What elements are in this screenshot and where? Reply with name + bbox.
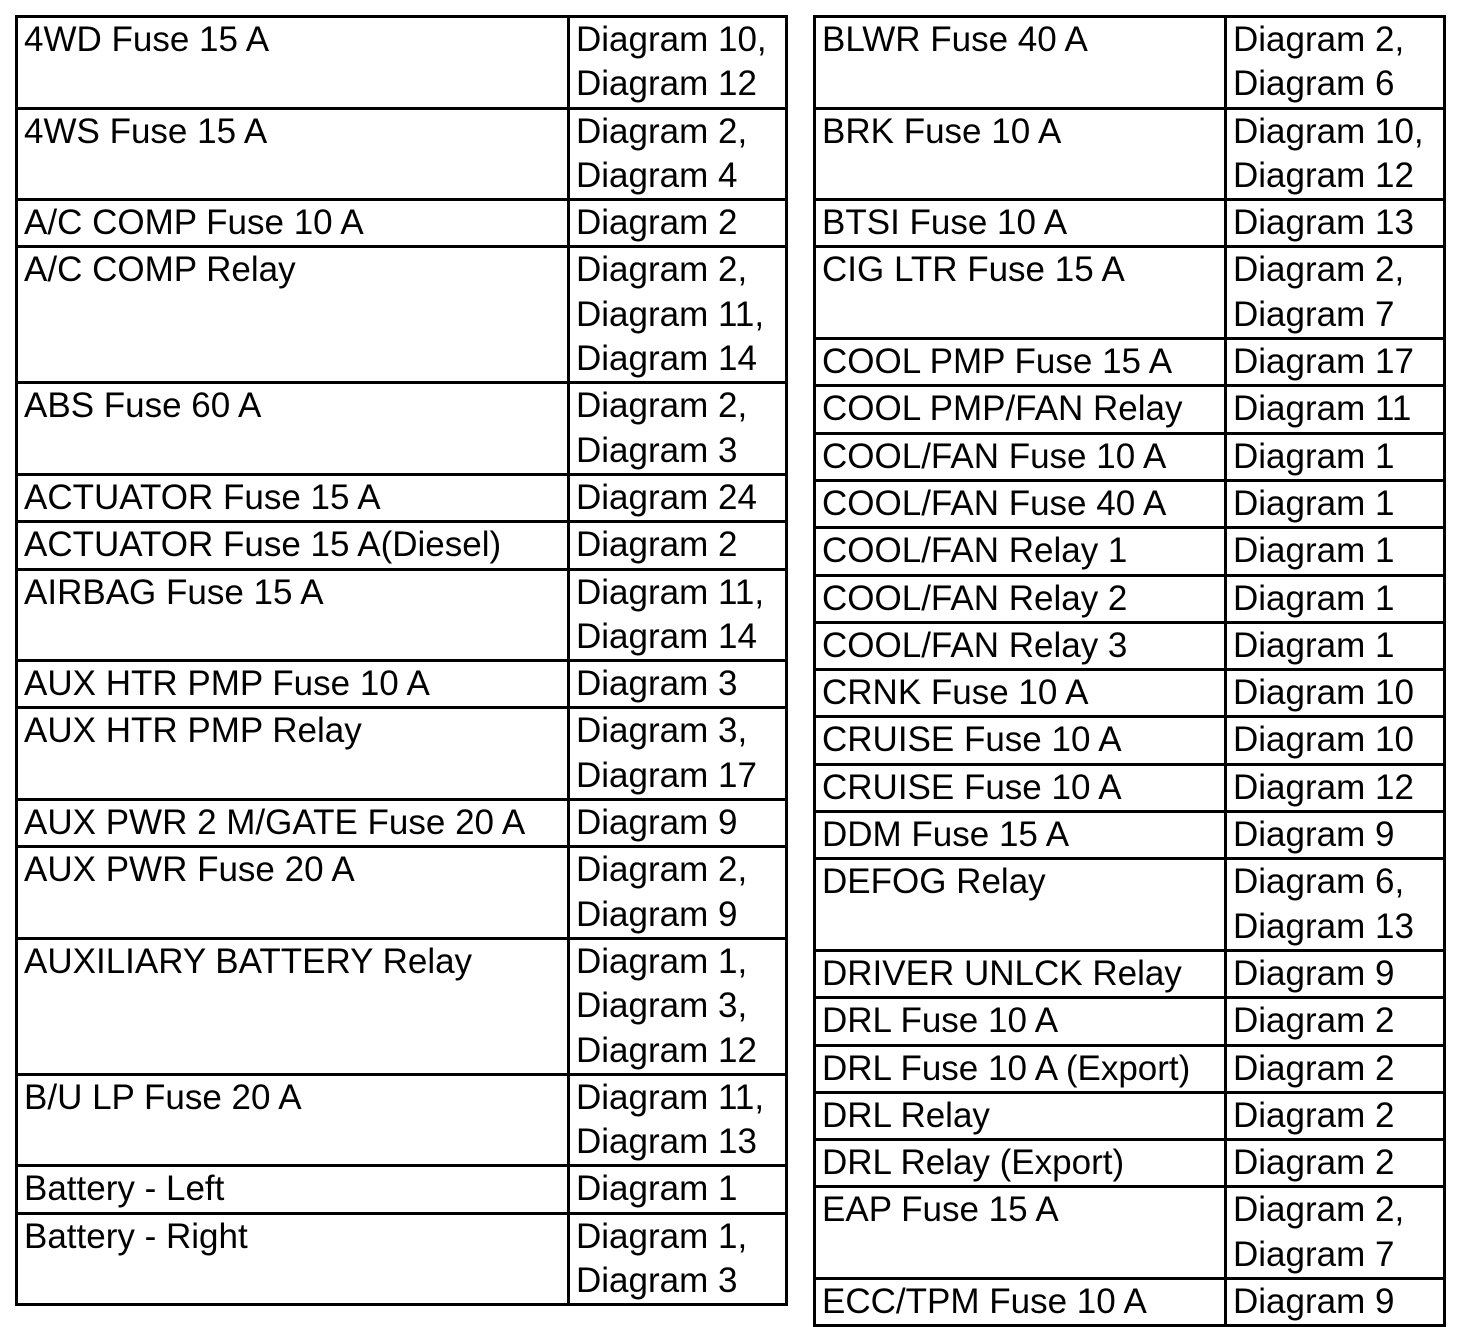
table-row [815, 339, 1445, 386]
table-row [815, 1140, 1445, 1187]
diagram-reference: Diagram 11, [576, 1077, 765, 1117]
right-table-body [815, 17, 1445, 1326]
table-row [815, 1045, 1445, 1092]
component-name-cell: Battery - Left [17, 1166, 569, 1213]
component-name-cell: AUX HTR PMP Fuse 10 A [17, 661, 569, 708]
table-row [17, 847, 787, 939]
component-name-cell: EAP Fuse 15 A [815, 1187, 1226, 1279]
diagram-reference: Diagram 6, [1233, 862, 1405, 902]
table-row [815, 1092, 1445, 1139]
diagram-reference: Diagram 12 [576, 1030, 757, 1070]
diagram-reference-cell [1226, 339, 1445, 386]
diagram-reference-cell [1226, 1187, 1445, 1279]
table-row [815, 386, 1445, 433]
table-row [815, 247, 1445, 339]
diagram-reference-cell [1226, 433, 1445, 480]
diagram-reference-cell [569, 938, 787, 1074]
diagram-reference-cell [569, 247, 787, 383]
diagram-reference: Diagram 13 [1233, 906, 1414, 946]
diagram-reference-cell [1226, 859, 1445, 951]
diagram-reference-cell [1226, 386, 1445, 433]
diagram-reference: Diagram 2, [576, 386, 748, 426]
diagram-reference: Diagram 14 [576, 339, 757, 379]
diagram-reference-cell [569, 1166, 787, 1213]
right-component-table [813, 15, 1446, 1327]
component-name-cell: COOL/FAN Relay 1 [815, 528, 1226, 575]
diagram-reference: Diagram 3 [576, 664, 738, 704]
component-name-cell: AUX PWR Fuse 20 A [17, 847, 569, 939]
table-row [815, 575, 1445, 622]
diagram-reference-cell [1226, 1140, 1445, 1187]
table-row [815, 480, 1445, 527]
diagram-reference: Diagram 9 [1233, 815, 1395, 855]
table-row [815, 950, 1445, 997]
diagram-reference-cell [569, 569, 787, 661]
diagram-reference-cell [569, 1213, 787, 1305]
table-row [815, 1279, 1445, 1326]
component-name-cell: COOL/FAN Fuse 10 A [815, 433, 1226, 480]
component-name-cell: A/C COMP Relay [17, 247, 569, 383]
table-row [815, 200, 1445, 247]
table-row [17, 1166, 787, 1213]
table-row [17, 247, 787, 383]
component-name-cell: ACTUATOR Fuse 15 A [17, 474, 569, 521]
diagram-reference: Diagram 11, [576, 294, 765, 334]
table-row [17, 938, 787, 1074]
component-name-cell: 4WD Fuse 15 A [17, 17, 569, 109]
component-name-cell: DDM Fuse 15 A [815, 812, 1226, 859]
diagram-reference-cell [1226, 528, 1445, 575]
diagram-reference-cell [1226, 717, 1445, 764]
diagram-reference: Diagram 6 [1233, 64, 1395, 104]
table-row [815, 764, 1445, 811]
diagram-reference: Diagram 2, [576, 111, 748, 151]
table-row [17, 200, 787, 247]
diagram-reference-cell [1226, 575, 1445, 622]
component-name-cell: AIRBAG Fuse 15 A [17, 569, 569, 661]
diagram-reference: Diagram 2, [576, 250, 748, 290]
diagram-reference-cell [569, 1074, 787, 1166]
diagram-reference: Diagram 2 [1233, 1001, 1395, 1041]
diagram-reference: Diagram 2 [1233, 1095, 1395, 1135]
table-row [815, 859, 1445, 951]
component-name-cell: BLWR Fuse 40 A [815, 17, 1226, 109]
diagram-reference-cell [1226, 950, 1445, 997]
diagram-reference-cell [569, 17, 787, 109]
diagram-reference: Diagram 2, [1233, 1190, 1405, 1230]
diagram-reference-cell [1226, 764, 1445, 811]
component-name-cell: B/U LP Fuse 20 A [17, 1074, 569, 1166]
component-name-cell: AUX PWR 2 M/GATE Fuse 20 A [17, 800, 569, 847]
diagram-reference-cell [569, 474, 787, 521]
diagram-reference: Diagram 12 [1233, 767, 1414, 807]
diagram-reference: Diagram 11 [1233, 389, 1412, 429]
table-row [17, 108, 787, 200]
table-row [17, 17, 787, 109]
diagram-reference: Diagram 17 [576, 755, 757, 795]
table-row [17, 383, 787, 475]
diagram-reference: Diagram 13 [1233, 203, 1414, 243]
diagram-reference: Diagram 2 [576, 203, 738, 243]
diagram-reference-cell [569, 108, 787, 200]
diagram-reference: Diagram 3 [576, 1261, 738, 1301]
component-name-cell: Battery - Right [17, 1213, 569, 1305]
diagram-reference: Diagram 3, [576, 711, 748, 751]
component-name-cell: ACTUATOR Fuse 15 A(Diesel) [17, 522, 569, 569]
diagram-reference-cell [1226, 1279, 1445, 1326]
diagram-reference: Diagram 1, [576, 1216, 748, 1256]
component-name-cell: COOL/FAN Fuse 40 A [815, 480, 1226, 527]
diagram-reference: Diagram 1, [576, 941, 748, 981]
diagram-reference: Diagram 10, [1233, 111, 1424, 151]
diagram-reference: Diagram 7 [1233, 294, 1395, 334]
table-row [17, 474, 787, 521]
component-name-cell: AUX HTR PMP Relay [17, 708, 569, 800]
diagram-reference-cell [1226, 200, 1445, 247]
component-name-cell: COOL PMP/FAN Relay [815, 386, 1226, 433]
table-row [815, 622, 1445, 669]
diagram-reference-cell [569, 522, 787, 569]
diagram-reference-cell [1226, 108, 1445, 200]
diagram-reference-cell [1226, 247, 1445, 339]
table-row [17, 1213, 787, 1305]
diagram-reference: Diagram 1 [576, 1169, 738, 1209]
component-name-cell: BTSI Fuse 10 A [815, 200, 1226, 247]
diagram-reference-cell [569, 200, 787, 247]
diagram-reference-cell [569, 661, 787, 708]
diagram-reference: Diagram 10, [576, 20, 767, 59]
component-name-cell: DRIVER UNLCK Relay [815, 950, 1226, 997]
diagram-reference: Diagram 1 [1233, 436, 1395, 476]
diagram-reference: Diagram 3, [576, 986, 748, 1026]
diagram-reference: Diagram 17 [1233, 342, 1414, 382]
table-row [815, 108, 1445, 200]
diagram-reference-cell [1226, 17, 1445, 109]
table-row [815, 717, 1445, 764]
table-row [815, 670, 1445, 717]
diagram-reference: Diagram 2, [576, 850, 748, 890]
component-name-cell: A/C COMP Fuse 10 A [17, 200, 569, 247]
table-row [17, 800, 787, 847]
diagram-reference: Diagram 3 [576, 430, 738, 470]
diagram-reference: Diagram 10 [1233, 720, 1414, 760]
diagram-reference: Diagram 11, [576, 572, 765, 612]
diagram-reference: Diagram 2, [1233, 250, 1405, 290]
diagram-reference: Diagram 2 [576, 525, 738, 565]
diagram-reference: Diagram 10 [1233, 673, 1414, 713]
component-name-cell: BRK Fuse 10 A [815, 108, 1226, 200]
diagram-reference-cell [569, 383, 787, 475]
component-name-cell: CRUISE Fuse 10 A [815, 717, 1226, 764]
component-name-cell: CIG LTR Fuse 15 A [815, 247, 1226, 339]
component-name-cell: DRL Relay (Export) [815, 1140, 1226, 1187]
table-row [17, 569, 787, 661]
component-name-cell: ABS Fuse 60 A [17, 383, 569, 475]
table-row [17, 708, 787, 800]
table-row [815, 1187, 1445, 1279]
component-name-cell: AUXILIARY BATTERY Relay [17, 938, 569, 1074]
component-name-cell: ECC/TPM Fuse 10 A [815, 1279, 1226, 1326]
component-name-cell: COOL/FAN Relay 2 [815, 575, 1226, 622]
component-name-cell: DRL Fuse 10 A [815, 998, 1226, 1045]
diagram-reference: Diagram 1 [1233, 483, 1395, 523]
diagram-reference-cell [1226, 812, 1445, 859]
diagram-reference: Diagram 12 [1233, 155, 1414, 195]
diagram-reference-cell [1226, 1045, 1445, 1092]
diagram-reference: Diagram 4 [576, 155, 738, 195]
diagram-reference: Diagram 9 [1233, 953, 1395, 993]
component-name-cell: 4WS Fuse 15 A [17, 108, 569, 200]
table-row [17, 522, 787, 569]
diagram-reference-cell [569, 847, 787, 939]
component-name-cell: DRL Fuse 10 A (Export) [815, 1045, 1226, 1092]
diagram-reference: Diagram 24 [576, 477, 757, 517]
diagram-reference: Diagram 9 [576, 894, 738, 934]
diagram-reference-cell [1226, 480, 1445, 527]
left-component-table [15, 15, 788, 1306]
diagram-reference: Diagram 1 [1233, 578, 1395, 618]
diagram-reference-cell [1226, 998, 1445, 1045]
component-name-cell: COOL PMP Fuse 15 A [815, 339, 1226, 386]
diagram-reference: Diagram 7 [1233, 1234, 1395, 1274]
table-row [815, 433, 1445, 480]
component-name-cell: COOL/FAN Relay 3 [815, 622, 1226, 669]
component-name-cell: DRL Relay [815, 1092, 1226, 1139]
diagram-reference-cell [1226, 1092, 1445, 1139]
left-table-body [17, 17, 787, 1305]
diagram-reference: Diagram 9 [1233, 1282, 1395, 1322]
diagram-reference-cell [569, 800, 787, 847]
diagram-reference: Diagram 12 [576, 64, 757, 104]
component-name-cell: DEFOG Relay [815, 859, 1226, 951]
diagram-reference: Diagram 9 [576, 803, 738, 843]
diagram-reference: Diagram 13 [576, 1122, 757, 1162]
table-row [815, 812, 1445, 859]
diagram-reference: Diagram 14 [576, 616, 757, 656]
diagram-reference: Diagram 1 [1233, 531, 1395, 571]
component-name-cell: CRNK Fuse 10 A [815, 670, 1226, 717]
diagram-reference: Diagram 1 [1233, 625, 1395, 665]
table-row [815, 998, 1445, 1045]
table-row [815, 528, 1445, 575]
component-name-cell: CRUISE Fuse 10 A [815, 764, 1226, 811]
diagram-reference-cell [1226, 622, 1445, 669]
diagram-reference: Diagram 2, [1233, 20, 1405, 59]
table-row [17, 661, 787, 708]
diagram-reference-cell [1226, 670, 1445, 717]
diagram-reference: Diagram 2 [1233, 1143, 1395, 1183]
diagram-reference: Diagram 2 [1233, 1048, 1395, 1088]
diagram-reference-cell [569, 708, 787, 800]
table-row [815, 17, 1445, 109]
table-row [17, 1074, 787, 1166]
